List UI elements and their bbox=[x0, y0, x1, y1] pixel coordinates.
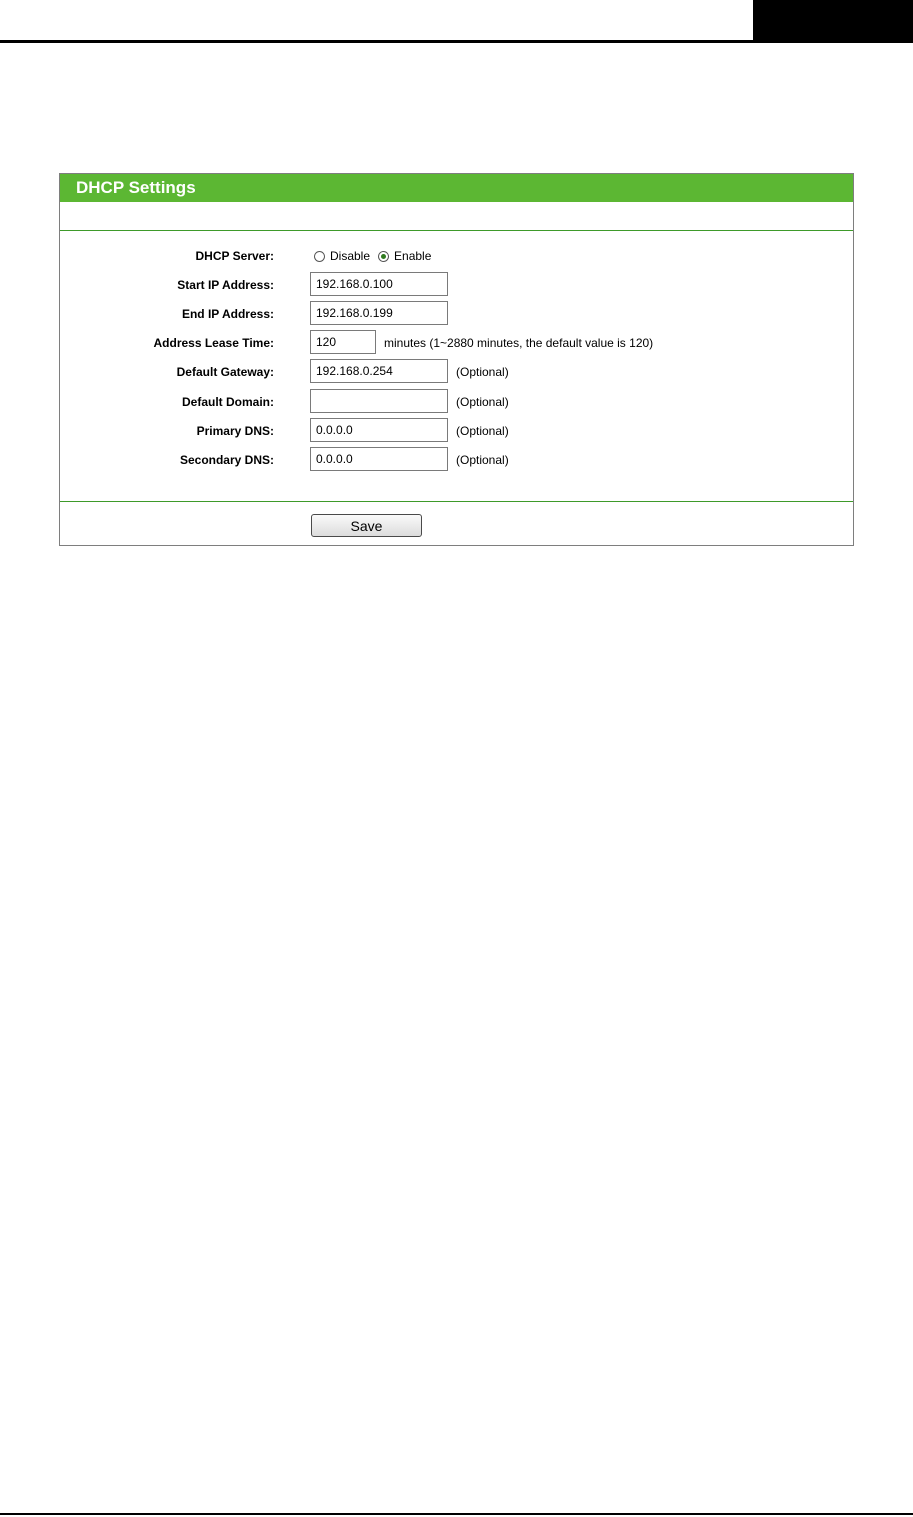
enable-radio[interactable] bbox=[378, 251, 389, 262]
start-ip-label: Start IP Address: bbox=[177, 278, 274, 292]
panel-title: DHCP Settings bbox=[60, 174, 853, 202]
disable-radio-label[interactable]: Disable bbox=[330, 249, 371, 263]
default-domain-label: Default Domain: bbox=[181, 395, 274, 409]
end-ip-row bbox=[60, 301, 853, 327]
page-header-block bbox=[753, 0, 913, 43]
secondary-dns-label: Secondary DNS: bbox=[179, 453, 274, 467]
primary-dns-hint: (Optional) bbox=[456, 424, 509, 438]
radio-selected-dot bbox=[381, 254, 386, 259]
enable-radio-label[interactable]: Enable bbox=[394, 249, 432, 263]
default-gateway-input[interactable] bbox=[310, 359, 448, 383]
panel-subheader bbox=[60, 202, 853, 231]
secondary-dns-hint: (Optional) bbox=[456, 453, 509, 467]
start-ip-input[interactable] bbox=[310, 272, 448, 296]
page-header-rule bbox=[0, 40, 753, 43]
start-ip-row bbox=[60, 272, 853, 298]
dhcp-settings-panel bbox=[59, 173, 854, 546]
dhcp-server-label: DHCP Server: bbox=[195, 249, 274, 263]
default-gateway-hint: (Optional) bbox=[456, 365, 509, 379]
secondary-dns-input[interactable] bbox=[310, 447, 448, 471]
footer-divider bbox=[60, 501, 853, 502]
primary-dns-label: Primary DNS: bbox=[196, 424, 274, 438]
secondary-dns-row bbox=[60, 447, 853, 473]
primary-dns-input[interactable] bbox=[310, 418, 448, 442]
lease-time-hint: minutes (1~2880 minutes, the default value is 120) bbox=[384, 336, 654, 350]
default-domain-input[interactable] bbox=[310, 389, 448, 413]
save-button[interactable]: Save bbox=[311, 514, 422, 537]
lease-time-input[interactable] bbox=[310, 330, 376, 354]
disable-radio[interactable] bbox=[314, 251, 325, 262]
end-ip-label: End IP Address: bbox=[181, 307, 274, 321]
page-footer-rule bbox=[0, 1513, 913, 1515]
default-gateway-row bbox=[60, 359, 853, 385]
default-domain-row bbox=[60, 389, 853, 415]
dhcp-server-row bbox=[60, 243, 853, 269]
default-gateway-label: Default Gateway: bbox=[176, 365, 274, 379]
dhcp-server-radio-group bbox=[314, 243, 439, 269]
lease-time-row bbox=[60, 330, 853, 356]
lease-time-label: Address Lease Time: bbox=[153, 336, 274, 350]
end-ip-input[interactable] bbox=[310, 301, 448, 325]
default-domain-hint: (Optional) bbox=[456, 395, 509, 409]
primary-dns-row bbox=[60, 418, 853, 444]
